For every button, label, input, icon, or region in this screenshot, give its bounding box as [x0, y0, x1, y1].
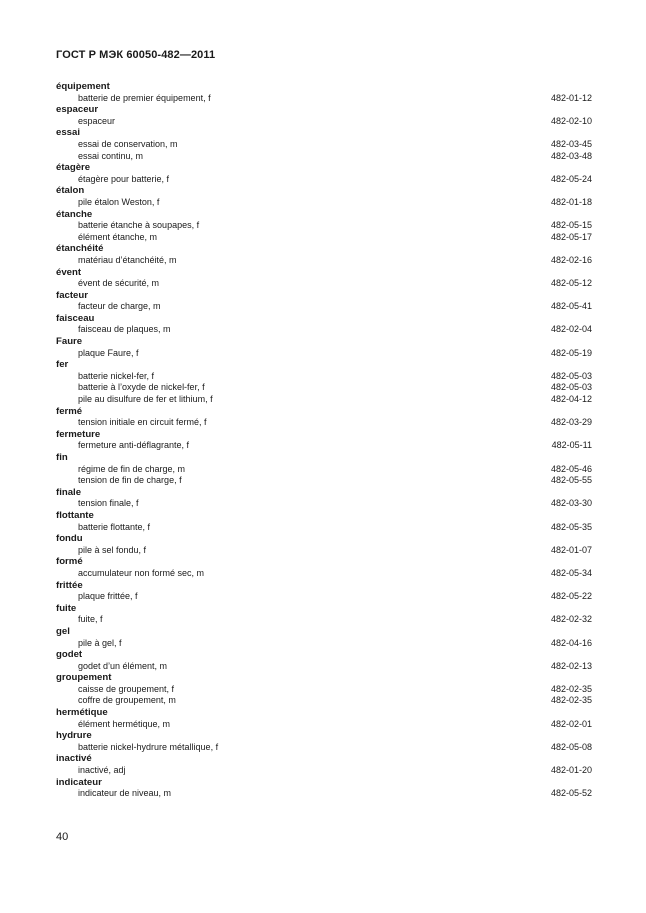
index-entry-code: 482-01-20	[550, 765, 592, 776]
index-group	[56, 243, 592, 266]
index-entry	[56, 151, 592, 163]
index-entry-code: 482-03-45	[550, 138, 592, 149]
index-entry-term: batterie à l’oxyde de nickel-fer, f	[78, 382, 205, 393]
index-entry	[56, 788, 592, 800]
index-entry-code: 482-02-35	[550, 683, 592, 694]
index-entry-term: pile étalon Weston, f	[78, 196, 160, 207]
index-entry	[56, 719, 592, 731]
index-entry	[56, 197, 592, 209]
index-group	[56, 127, 592, 162]
index-entry-code: 482-05-46	[550, 463, 592, 474]
index-entry-term: évent de sécurité, m	[78, 278, 160, 289]
index-entry-code: 482-03-48	[550, 150, 592, 161]
index-entry-code: 482-04-16	[550, 637, 592, 648]
index-keyword: inactivé	[56, 753, 92, 765]
index-entry-term: tension de fin de charge, f	[78, 475, 182, 486]
index-group	[56, 185, 592, 208]
index-entry	[56, 545, 592, 557]
index-entry-term: élément hermétique, m	[78, 718, 171, 729]
index-group	[56, 429, 592, 452]
index-group	[56, 626, 592, 649]
index-keyword: fin	[56, 452, 68, 463]
index-entry-code: 482-01-07	[550, 544, 592, 555]
index-entry	[56, 220, 592, 232]
index-entry-code: 482-02-13	[550, 660, 592, 671]
index-entry-code: 482-05-35	[550, 521, 592, 532]
index-keyword: groupement	[56, 672, 112, 684]
index-entry	[56, 232, 592, 244]
index-keyword: étalon	[56, 185, 85, 197]
index-entry-code: 482-05-34	[550, 567, 592, 578]
index-entry	[56, 742, 592, 754]
index-entry-term: godet d’un élément, m	[78, 660, 168, 671]
index-group	[56, 81, 592, 104]
index-entry-code: 482-02-16	[550, 254, 592, 265]
index-entry-code: 482-02-04	[550, 324, 592, 335]
index-keyword: fermé	[56, 405, 83, 417]
index-group	[56, 104, 592, 127]
index-group	[56, 777, 592, 800]
index-entry-code: 482-05-19	[550, 347, 592, 358]
index-entry	[56, 301, 592, 313]
index-group	[56, 707, 592, 730]
index-entry	[56, 174, 592, 186]
index-group	[56, 209, 592, 244]
index-entry-term: tension finale, f	[78, 498, 139, 509]
index-entry-term: plaque Faure, f	[78, 347, 139, 358]
index-entry-code: 482-02-32	[550, 614, 592, 625]
index-group	[56, 730, 592, 753]
index-entry-code: 482-01-18	[550, 196, 592, 207]
index-entry-code: 482-05-17	[550, 231, 592, 242]
index-entry-term: essai de conservation, m	[78, 138, 178, 149]
index-entry	[56, 348, 592, 360]
index-group	[56, 406, 592, 429]
index-entry-term: élément étanche, m	[78, 231, 158, 242]
index-entry-term: espaceur	[78, 115, 116, 126]
index-keyword: étagère	[56, 162, 91, 174]
index-group	[56, 313, 592, 336]
index-keyword: godet	[56, 649, 83, 661]
index-entry-code: 482-05-08	[550, 741, 592, 752]
index-entry-term: facteur de charge, m	[78, 301, 161, 312]
index-entry	[56, 394, 592, 406]
index-group	[56, 267, 592, 290]
index-entry	[56, 255, 592, 267]
index-entry	[56, 324, 592, 336]
index-group	[56, 510, 592, 533]
index-group	[56, 452, 592, 487]
index-entry-term: faisceau de plaques, m	[78, 324, 171, 335]
index-entry-term: tension initiale en circuit fermé, f	[78, 417, 207, 428]
index-group	[56, 753, 592, 776]
index-keyword: indicateur	[56, 776, 102, 788]
index-group	[56, 580, 592, 603]
index-keyword: formé	[56, 556, 83, 568]
index-entry-term: caisse de groupement, f	[78, 683, 175, 694]
index-entry	[56, 417, 592, 429]
index-entry-term: indicateur de niveau, m	[78, 788, 172, 799]
index-entry-term: batterie nickel-fer, f	[78, 370, 155, 381]
index-entry-term: essai continu, m	[78, 150, 144, 161]
index-entry	[56, 371, 592, 383]
index-keyword: gel	[56, 625, 70, 637]
index-entry-code: 482-05-03	[550, 382, 592, 393]
index-entry-code: 482-05-24	[550, 173, 592, 184]
index-entry	[56, 522, 592, 534]
index-entry	[56, 568, 592, 580]
index-entry	[56, 614, 592, 626]
index-entry-code: 482-02-35	[550, 695, 592, 706]
index-entry-code: 482-03-30	[550, 498, 592, 509]
index-entry	[56, 382, 592, 394]
index-group	[56, 603, 592, 626]
index-keyword: fer	[56, 359, 69, 371]
index-group	[56, 290, 592, 313]
index-entry-code: 482-05-03	[550, 370, 592, 381]
index-group	[56, 672, 592, 707]
index-entry	[56, 695, 592, 707]
index-keyword: essai	[56, 127, 81, 139]
index-entry-term: matériau d’étanchéité, m	[78, 254, 177, 265]
index-entry-code: 482-03-29	[550, 417, 592, 428]
index-entry-term: régime de fin de charge, m	[78, 463, 186, 474]
index-entry-code: 482-01-12	[550, 92, 592, 103]
index-entry	[56, 498, 592, 510]
index-entry-term: fermeture anti-déflagrante, f	[78, 440, 190, 451]
index-entry-code: 482-02-10	[550, 115, 592, 126]
index-entry	[56, 765, 592, 777]
index-entry-term: pile à sel fondu, f	[78, 544, 147, 555]
index-keyword: faisceau	[56, 312, 95, 324]
index-entry	[56, 278, 592, 290]
index-entry-term: étagère pour batterie, f	[78, 173, 170, 184]
index-keyword: fuite	[56, 602, 77, 614]
index-keyword: hydrure	[56, 730, 92, 742]
index-entry-code: 482-05-41	[550, 301, 592, 312]
index-entry	[56, 464, 592, 476]
index-entry-code: 482-02-01	[550, 718, 592, 729]
index-entry-term: batterie flottante, f	[78, 521, 151, 532]
index-entry-term: plaque frittée, f	[78, 591, 138, 602]
index-keyword: fermeture	[56, 428, 101, 440]
index-entry-code: 482-05-55	[550, 475, 592, 486]
index-keyword: facteur	[56, 289, 88, 301]
index-entry	[56, 661, 592, 673]
index-group	[56, 162, 592, 185]
index-group	[56, 336, 592, 359]
index-group	[56, 533, 592, 556]
index-keyword: fondu	[56, 533, 83, 545]
index-entry-term: fuite, f	[78, 614, 103, 625]
index-group	[56, 649, 592, 672]
index-keyword: équipement	[56, 81, 110, 92]
index-entry-code: 482-05-52	[550, 788, 592, 799]
index-entry-term: coffre de groupement, m	[78, 695, 176, 706]
index-keyword: Faure	[56, 336, 83, 348]
index-keyword: étanche	[56, 208, 93, 220]
index-entry-term: pile à gel, f	[78, 637, 122, 648]
index-group	[56, 359, 592, 405]
index-entry-code: 482-05-12	[550, 278, 592, 289]
index-keyword: finale	[56, 486, 82, 498]
index-keyword: hermétique	[56, 707, 108, 719]
index-entry-code: 482-05-22	[550, 591, 592, 602]
index-keyword: flottante	[56, 509, 94, 521]
index-entry	[56, 684, 592, 696]
index-entry	[56, 116, 592, 128]
index-entry-term: pile au disulfure de fer et lithium, f	[78, 394, 213, 405]
index-keyword: espaceur	[56, 104, 99, 116]
index-keyword: frittée	[56, 579, 83, 591]
index-entry	[56, 475, 592, 487]
index-entry-term: batterie de premier équipement, f	[78, 92, 211, 103]
index-group	[56, 556, 592, 579]
index-group	[56, 487, 592, 510]
document-header: ГОСТ Р МЭК 60050-482—2011	[56, 49, 216, 61]
index-entry-code: 482-04-12	[550, 394, 592, 405]
index-keyword: évent	[56, 266, 82, 278]
index-entry-term: accumulateur non formé sec, m	[78, 567, 205, 578]
index-entry-code: 482-05-15	[550, 220, 592, 231]
term-index	[56, 81, 592, 800]
page-number: 40	[56, 831, 69, 843]
index-entry-term: inactivé, adj	[78, 765, 126, 776]
index-entry	[56, 93, 592, 105]
index-entry-term: batterie nickel-hydrure métallique, f	[78, 741, 219, 752]
index-entry-term: batterie étanche à soupapes, f	[78, 220, 200, 231]
index-entry	[56, 591, 592, 603]
index-entry-code: 482-05-11	[551, 440, 592, 451]
index-keyword: étanchéité	[56, 243, 104, 255]
index-entry	[56, 638, 592, 650]
index-entry	[56, 440, 592, 452]
index-entry	[56, 139, 592, 151]
